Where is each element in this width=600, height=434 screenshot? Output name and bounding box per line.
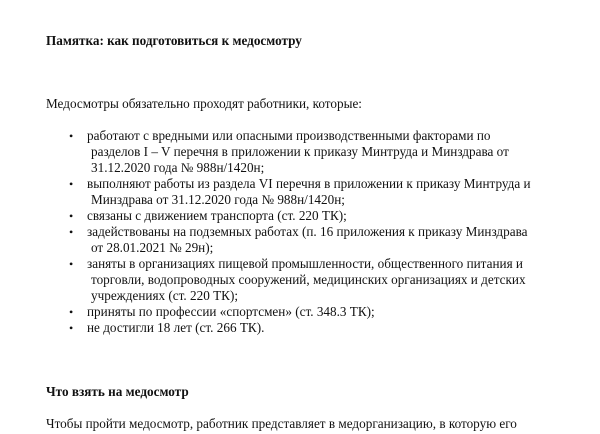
bullet-icon: • <box>69 257 74 271</box>
list-item <box>0 256 600 304</box>
bullet-icon: • <box>69 305 74 319</box>
list-item <box>0 128 600 176</box>
list-item-line: от 28.01.2021 № 29н); <box>91 240 214 255</box>
list-item-line: учреждениях (ст. 220 ТК); <box>91 288 239 303</box>
intro-paragraph: Медосмотры обязательно проходят работники, которые: <box>46 96 362 111</box>
list-item-line: 31.12.2020 года № 988н/1420н; <box>91 160 265 175</box>
bullet-icon: • <box>69 129 74 143</box>
requirements-list <box>0 128 600 336</box>
list-item-line: работают с вредными или опасными производственными факторами по <box>87 128 491 143</box>
list-item-line: связаны с движением транспорта (ст. 220 ТК); <box>87 208 347 223</box>
bullet-icon: • <box>69 177 74 191</box>
bullet-icon: • <box>69 209 74 223</box>
list-item <box>0 224 600 256</box>
list-item <box>0 208 600 224</box>
list-item <box>0 176 600 208</box>
bullet-icon: • <box>69 321 74 335</box>
list-item-line: приняты по профессии «спортсмен» (ст. 348.3 ТК); <box>87 304 375 319</box>
list-item <box>0 320 600 336</box>
bullet-icon: • <box>69 225 74 239</box>
list-item-line: разделов I – V перечня в приложении к приказу Минтруда и Минздрава от <box>91 144 509 159</box>
list-item-line: заняты в организациях пищевой промышленности, общественного питания и <box>87 256 523 271</box>
list-item-line: задействованы на подземных работах (п. 16 приложения к приказу Минздрава <box>87 224 528 239</box>
section-heading-what-to-bring: Что взять на медосмотр <box>46 384 189 399</box>
list-item-line: Минздрава от 31.12.2020 года № 988н/1420н; <box>91 192 345 207</box>
section-heading-preparation: Памятка: как подготовиться к медосмотру <box>46 33 302 48</box>
list-item-line: выполняют работы из раздела VI перечня в приложении к приказу Минтруда и <box>87 176 531 191</box>
list-item-line: торговли, водопроводных сооружений, медицинских организациях и детских <box>91 272 526 287</box>
list-item <box>0 304 600 320</box>
body-paragraph: Чтобы пройти медосмотр, работник представляет в медорганизацию, в которую его <box>46 416 517 431</box>
list-item-line: не достигли 18 лет (ст. 266 ТК). <box>87 320 265 335</box>
